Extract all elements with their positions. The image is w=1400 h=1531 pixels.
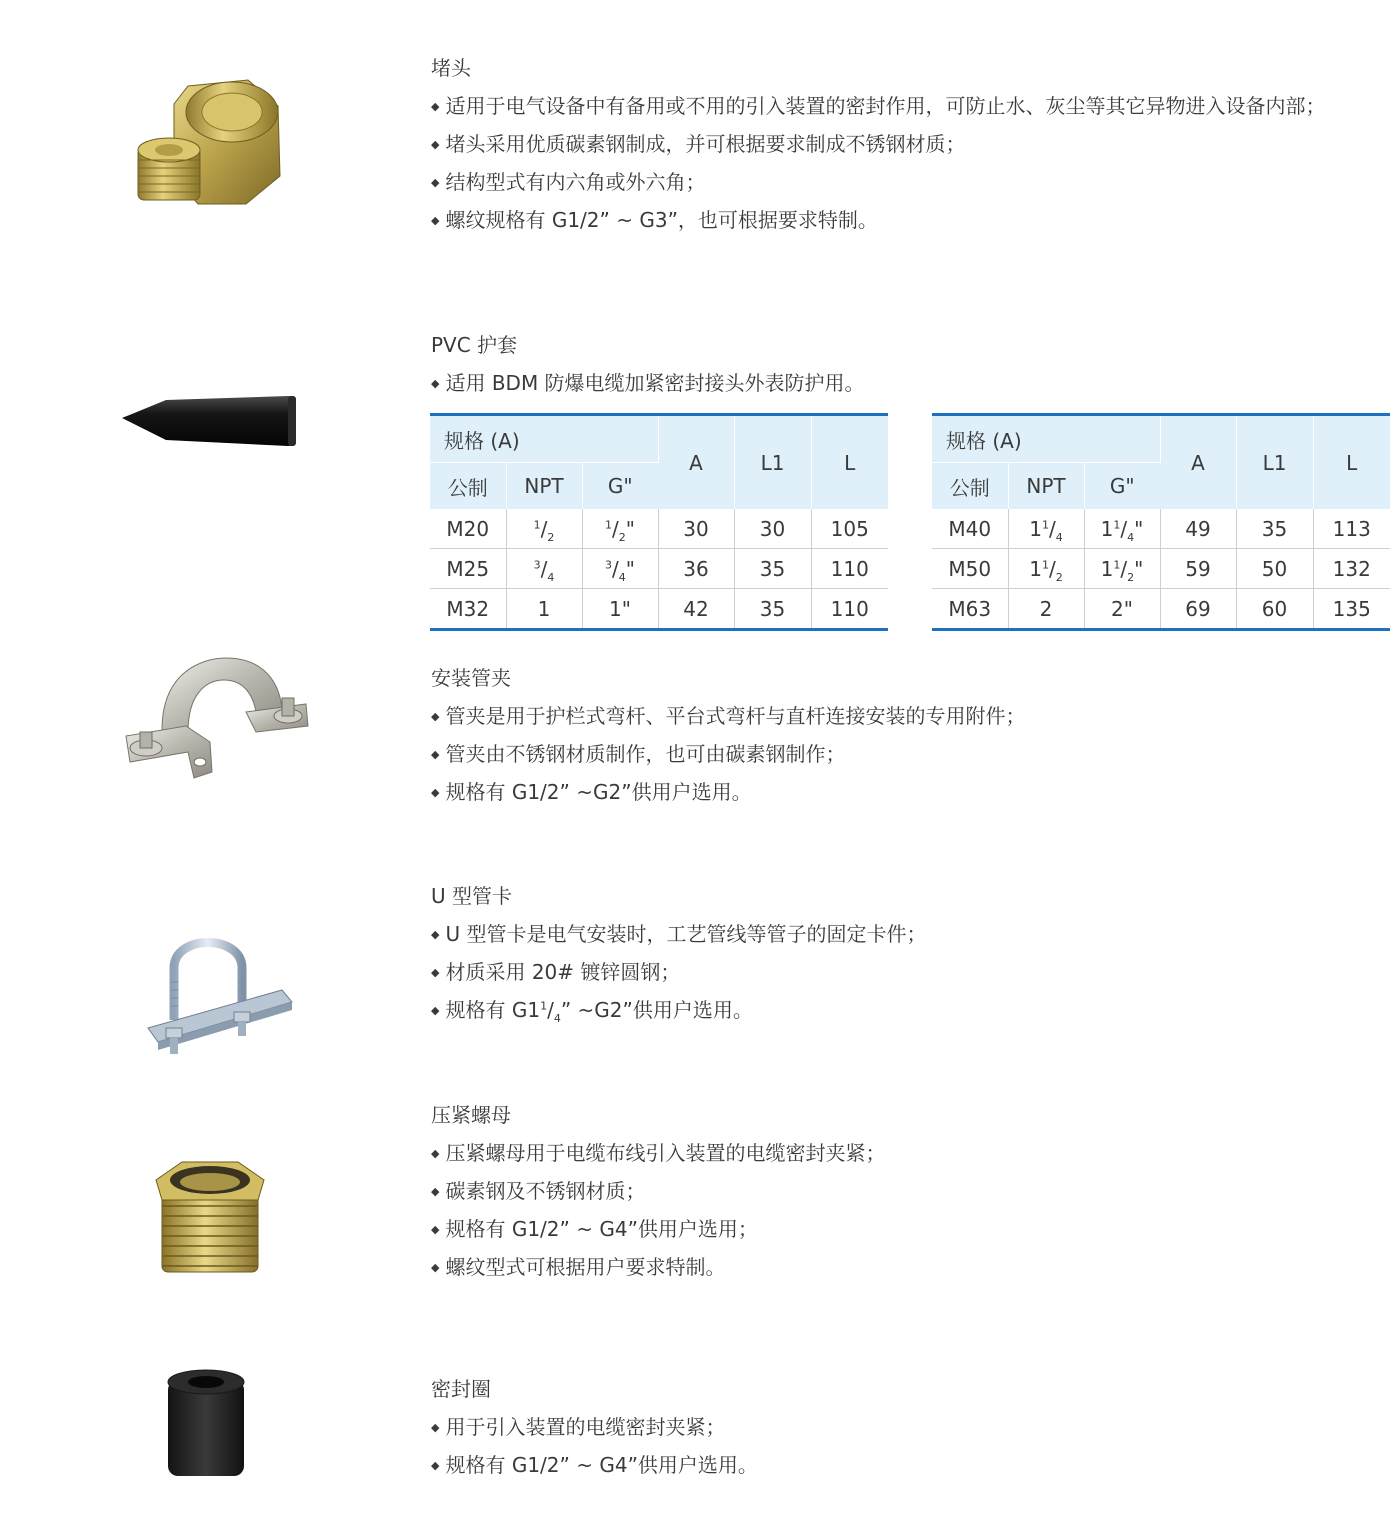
fraction-whole: 1 [1029, 556, 1042, 581]
spec-table-left [430, 413, 888, 631]
col-header-l: L [1313, 415, 1390, 510]
fraction-slash: / [1048, 516, 1056, 541]
fraction-numerator: 1 [533, 517, 541, 531]
table-cell [1084, 549, 1160, 589]
col-header-metric: 公制 [932, 463, 1008, 510]
col-header-a: A [658, 415, 734, 510]
col-header-g: G" [1084, 463, 1160, 510]
table-cell [506, 589, 582, 630]
bullet-item: ◆ 碳素钢及不锈钢材质； [431, 1177, 885, 1205]
table-cell: 35 [734, 589, 811, 630]
table-row [430, 589, 888, 630]
bullet-list [431, 1139, 885, 1281]
fraction-denominator: 2 [618, 530, 626, 544]
bullet-item: ◆ 规格有 G1/2” ~G2”供用户选用。 [431, 778, 1025, 806]
bullet-list [431, 1413, 758, 1479]
inch-mark: " [1134, 556, 1144, 581]
bullet-list [431, 92, 1325, 234]
table-cell: 110 [811, 589, 888, 630]
table-cell [1008, 589, 1084, 630]
table-cell: 49 [1160, 509, 1236, 549]
fraction-numerator: 1 [1041, 517, 1049, 531]
fraction-numerator: 1 [1113, 517, 1121, 531]
pipe-clamp-section [431, 664, 1025, 816]
spec-table-body [430, 509, 888, 630]
table-cell: 105 [811, 509, 888, 549]
fraction-denominator: 4 [553, 1012, 561, 1025]
table-cell [1084, 509, 1160, 549]
inch-mark: " [621, 596, 631, 621]
inch-mark: " [1134, 516, 1144, 541]
section-title: PVC 护套 [431, 333, 518, 357]
section-title: 密封圈 [431, 1377, 491, 1401]
table-cell: 132 [1313, 549, 1390, 589]
bullet-item: ◆ 规格有 G1/2” ~ G4”供用户选用； [431, 1215, 885, 1243]
bullet-item: ◆ 适用 BDM 防爆电缆加紧密封接头外表防护用。 [431, 369, 865, 397]
table-cell: 35 [1236, 509, 1313, 549]
bullet-item: ◆ 堵头采用优质碳素钢制成，并可根据要求制成不锈钢材质； [431, 130, 1325, 158]
seal-ring-section [431, 1375, 758, 1489]
compression-nut-section [431, 1101, 885, 1291]
bullet-item: ◆ U 型管卡是电气安装时，工艺管线等管子的固定卡件； [431, 920, 926, 948]
table-cell: 50 [1236, 549, 1313, 589]
fraction-whole: 2 [1039, 596, 1053, 621]
table-row [932, 509, 1390, 549]
fraction-slash: / [540, 516, 548, 541]
table-cell: M63 [932, 589, 1008, 630]
spec-table-body [932, 509, 1390, 630]
spec-table-right [932, 413, 1390, 631]
table-cell: M25 [430, 549, 506, 589]
bullet-item: ◆ 压紧螺母用于电缆布线引入装置的电缆密封夹紧； [431, 1139, 885, 1167]
fraction-denominator: 4 [547, 570, 555, 584]
spec-group-header: 规格 (A) [430, 415, 658, 463]
bullet-item: ◆ 结构型式有内六角或外六角； [431, 168, 1325, 196]
fraction-denominator: 2 [1055, 570, 1063, 584]
table-row [932, 549, 1390, 589]
plug-image [128, 76, 293, 216]
pvc-sleeve-section [431, 331, 865, 407]
fraction-whole: 1 [1100, 516, 1114, 541]
fraction-numerator: 1 [605, 517, 613, 531]
col-header-npt: NPT [1008, 463, 1084, 510]
seal-ring-image [164, 1368, 248, 1482]
fraction-slash: / [547, 998, 554, 1022]
fraction-numerator: 1 [540, 999, 548, 1013]
fraction-slash: / [540, 556, 548, 581]
fraction-numerator: 1 [1041, 557, 1049, 571]
fraction-denominator: 2 [1127, 570, 1135, 584]
section-title: 压紧螺母 [431, 1103, 511, 1127]
table-cell: 113 [1313, 509, 1390, 549]
fraction-slash: / [1120, 556, 1128, 581]
table-cell: 59 [1160, 549, 1236, 589]
fraction-whole: 1 [609, 596, 622, 621]
fraction-numerator: 3 [605, 557, 613, 571]
fraction-whole: 2 [1111, 596, 1124, 621]
section-title: 安装管夹 [431, 666, 511, 690]
bullet-item: ◆ 材质采用 20# 镀锌圆钢； [431, 958, 926, 986]
table-cell [506, 549, 582, 589]
inch-mark: " [625, 516, 635, 541]
table-row [430, 509, 888, 549]
table-cell: 35 [734, 549, 811, 589]
table-cell: 135 [1313, 589, 1390, 630]
table-cell [582, 509, 658, 549]
bullet-item: ◆ 管夹由不锈钢材质制作，也可由碳素钢制作； [431, 740, 1025, 768]
inch-mark: " [625, 556, 635, 581]
fraction-numerator: 3 [533, 557, 541, 571]
col-header-g: G" [582, 463, 658, 510]
table-cell: 30 [658, 509, 734, 549]
fraction-slash: / [1120, 516, 1128, 541]
bullet-item: ◆ 适用于电气设备中有备用或不用的引入装置的密封作用，可防止水、灰尘等其它异物进入设备内部； [431, 92, 1325, 120]
bullet-list [431, 702, 1025, 806]
table-cell: 69 [1160, 589, 1236, 630]
fraction-denominator: 2 [547, 530, 555, 544]
spec-prefix: 规格有 G1 [445, 998, 541, 1022]
bullet-item [431, 996, 926, 1024]
compression-nut-image [152, 1158, 268, 1278]
fraction-slash: / [612, 516, 619, 541]
u-clamp-image [146, 926, 294, 1058]
spec-group-header: 规格 (A) [932, 415, 1160, 463]
bullet-item: ◆ 规格有 G1/2” ~ G4”供用户选用。 [431, 1451, 758, 1479]
table-cell: 60 [1236, 589, 1313, 630]
table-cell [1008, 549, 1084, 589]
fraction-denominator: 4 [618, 570, 626, 584]
table-cell: M40 [932, 509, 1008, 549]
table-cell [1008, 509, 1084, 549]
table-cell: 30 [734, 509, 811, 549]
fraction-whole: 1 [1100, 556, 1114, 581]
table-cell [1084, 589, 1160, 630]
u-clamp-section [431, 882, 926, 1034]
fraction-slash: / [612, 556, 619, 581]
table-row [430, 549, 888, 589]
col-header-metric: 公制 [430, 463, 506, 510]
col-header-l1: L1 [734, 415, 811, 510]
fraction-whole: 1 [537, 596, 551, 621]
col-header-l: L [811, 415, 888, 510]
inch-mark: " [1123, 596, 1133, 621]
pvc-sleeve-image [118, 392, 300, 450]
col-header-npt: NPT [506, 463, 582, 510]
table-cell: M20 [430, 509, 506, 549]
bullet-item: ◆ 螺纹规格有 G1/2” ~ G3”，也可根据要求特制。 [431, 206, 1325, 234]
bullet-item: ◆ 管夹是用于护栏式弯杆、平台式弯杆与直杆连接安装的专用附件； [431, 702, 1025, 730]
section-title: 堵头 [431, 56, 471, 80]
table-cell [582, 589, 658, 630]
table-cell [506, 509, 582, 549]
pipe-clamp-image [116, 652, 312, 792]
table-cell: 110 [811, 549, 888, 589]
table-cell [582, 549, 658, 589]
table-cell: 42 [658, 589, 734, 630]
table-cell: M50 [932, 549, 1008, 589]
table-cell: 36 [658, 549, 734, 589]
table-cell: M32 [430, 589, 506, 630]
col-header-l1: L1 [1236, 415, 1313, 510]
bullet-item: ◆ 螺纹型式可根据用户要求特制。 [431, 1253, 885, 1281]
fraction-numerator: 1 [1113, 557, 1121, 571]
col-header-a: A [1160, 415, 1236, 510]
spec-suffix: ” ~G2”供用户选用。 [560, 998, 753, 1022]
section-title: U 型管卡 [431, 884, 512, 908]
plug-section [431, 54, 1325, 244]
bullet-list [431, 369, 865, 397]
fraction-whole: 1 [1029, 516, 1042, 541]
fraction-slash: / [1048, 556, 1056, 581]
table-row [932, 589, 1390, 630]
bullet-item: ◆ 用于引入装置的电缆密封夹紧； [431, 1413, 758, 1441]
bullet-list [431, 920, 926, 1024]
fraction-denominator: 4 [1127, 530, 1135, 544]
fraction-denominator: 4 [1055, 530, 1063, 544]
